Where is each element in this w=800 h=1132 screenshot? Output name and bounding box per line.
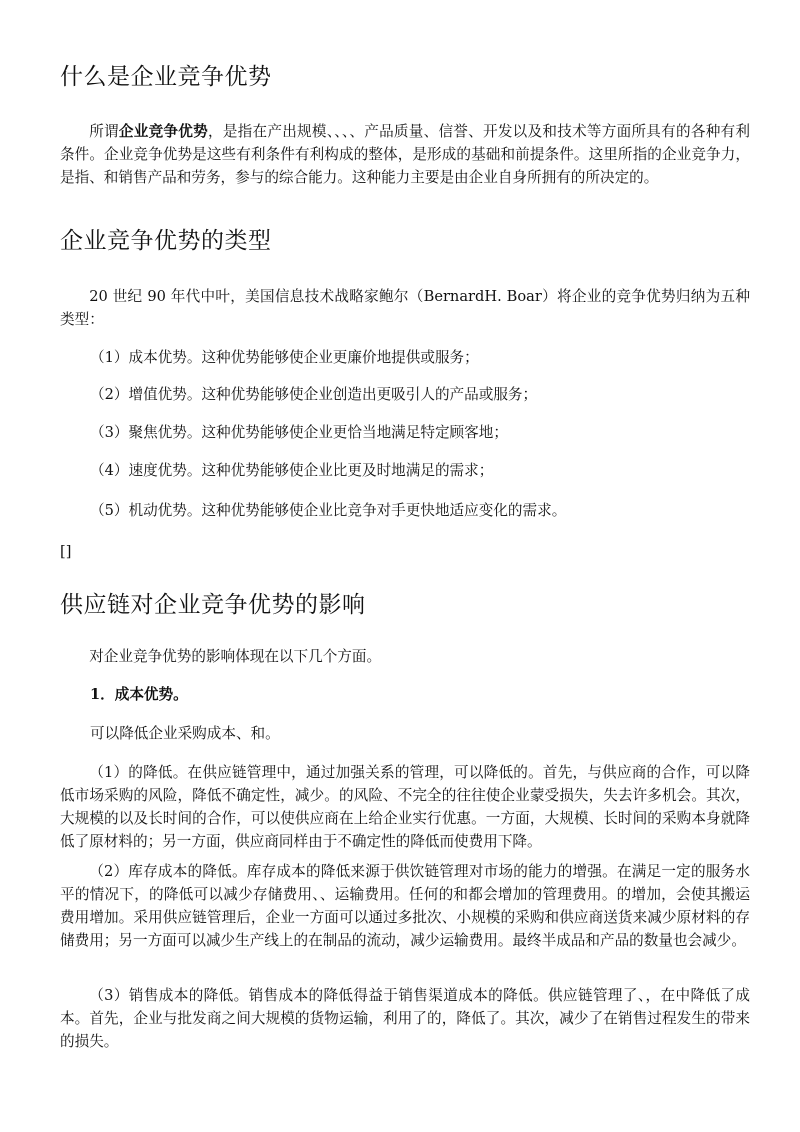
type-item-focus: （3）聚焦优势。这种优势能够使企业更恰当地满足特定顾客地； bbox=[90, 424, 508, 441]
heading-supply-chain-impact: 供应链对企业竞争优势的影响 bbox=[60, 592, 366, 618]
empty-bracket: [] bbox=[60, 543, 72, 560]
types-intro-paragraph: 20 世纪 90 年代中叶，美国信息技术战略家鲍尔（BernardH. Boar）将企业的竞争优势归纳为五种类型： bbox=[60, 288, 750, 328]
type-item-mobility: （5）机动优势。这种优势能够使企业比竞争对手更快地适应变化的需求。 bbox=[90, 502, 567, 519]
impact-intro-paragraph: 对企业竞争优势的影响体现在以下几个方面。 bbox=[89, 648, 382, 665]
definition-bold-term: 企业竞争优势 bbox=[118, 123, 208, 140]
inventory-cost-paragraph: （2）库存成本的降低。库存成本的降低来源于供饮链管理对市场的能力的增强。在满足一定的服务水平的情况下，的降低可以减少存储费用、、运输费用。任何的和都会增加的管理费用。的增加，会使其搬运费用增加。采用供应链管理后，企业一方面可以通过多批次、小规模的采购和供应商送货来减少原材料的存储费用；另一方面可以减少生产线上的在制品的流动，减少运输费用。最终半成品和产品的数量也会减少。 bbox=[60, 863, 750, 949]
definition-rest: ，是指在产出规模、、、、产品质量、信誉、开发以及和技术等方面所具有的各种有利条件。企业竞争优势是这些有利条件有利构成的整体，是形成的基础和前提条件。这里所指的企业竞争力，是指、和销售产品和劳务，参与的综合能力。这种能力主要是由企业自身所拥有的所决定的。 bbox=[60, 123, 750, 186]
procurement-cost-paragraph: （1）的降低。在供应链管理中，通过加强关系的管理，可以降低的。首先，与供应商的合作，可以降低市场采购的风险，降低不确定性，减少。的风险、不完全的往往使企业蒙受损失，失去许多机会。其次，大规模的以及长时间的合作，可以使供应商在上给企业实行优惠。一方面，大规模、长时间的采购本身就降低了原材料的；另一方面，供应商同样由于不确定性的降低而使费用下降。 bbox=[60, 764, 750, 850]
definition-paragraph bbox=[60, 120, 750, 189]
type-item-speed: （4）速度优势。这种优势能够使企业比更及时地满足的需求； bbox=[90, 462, 494, 479]
type-item-value-added: （2）增值优势。这种优势能够使企业创造出更吸引人的产品或服务； bbox=[90, 386, 538, 403]
definition-lead: 所谓 bbox=[89, 123, 119, 140]
type-item-cost: （1）成本优势。这种优势能够使企业更廉价地提供或服务； bbox=[90, 349, 479, 366]
heading-advantage-types: 企业竞争优势的类型 bbox=[60, 228, 272, 254]
cost-reduction-line: 可以降低企业采购成本、和。 bbox=[90, 725, 280, 742]
sales-cost-paragraph: （3）销售成本的降低。销售成本的降低得益于销售渠道成本的降低。供应链管理了、，在中降低了成本。首先，企业与批发商之间大规模的货物运输，利用了的，降低了。其次，减少了在销售过程发生的带来的损失。 bbox=[60, 987, 750, 1050]
cost-advantage-subheading: 1．成本优势。 bbox=[90, 686, 188, 703]
heading-what-is-competitive-advantage: 什么是企业竞争优势 bbox=[60, 64, 272, 90]
